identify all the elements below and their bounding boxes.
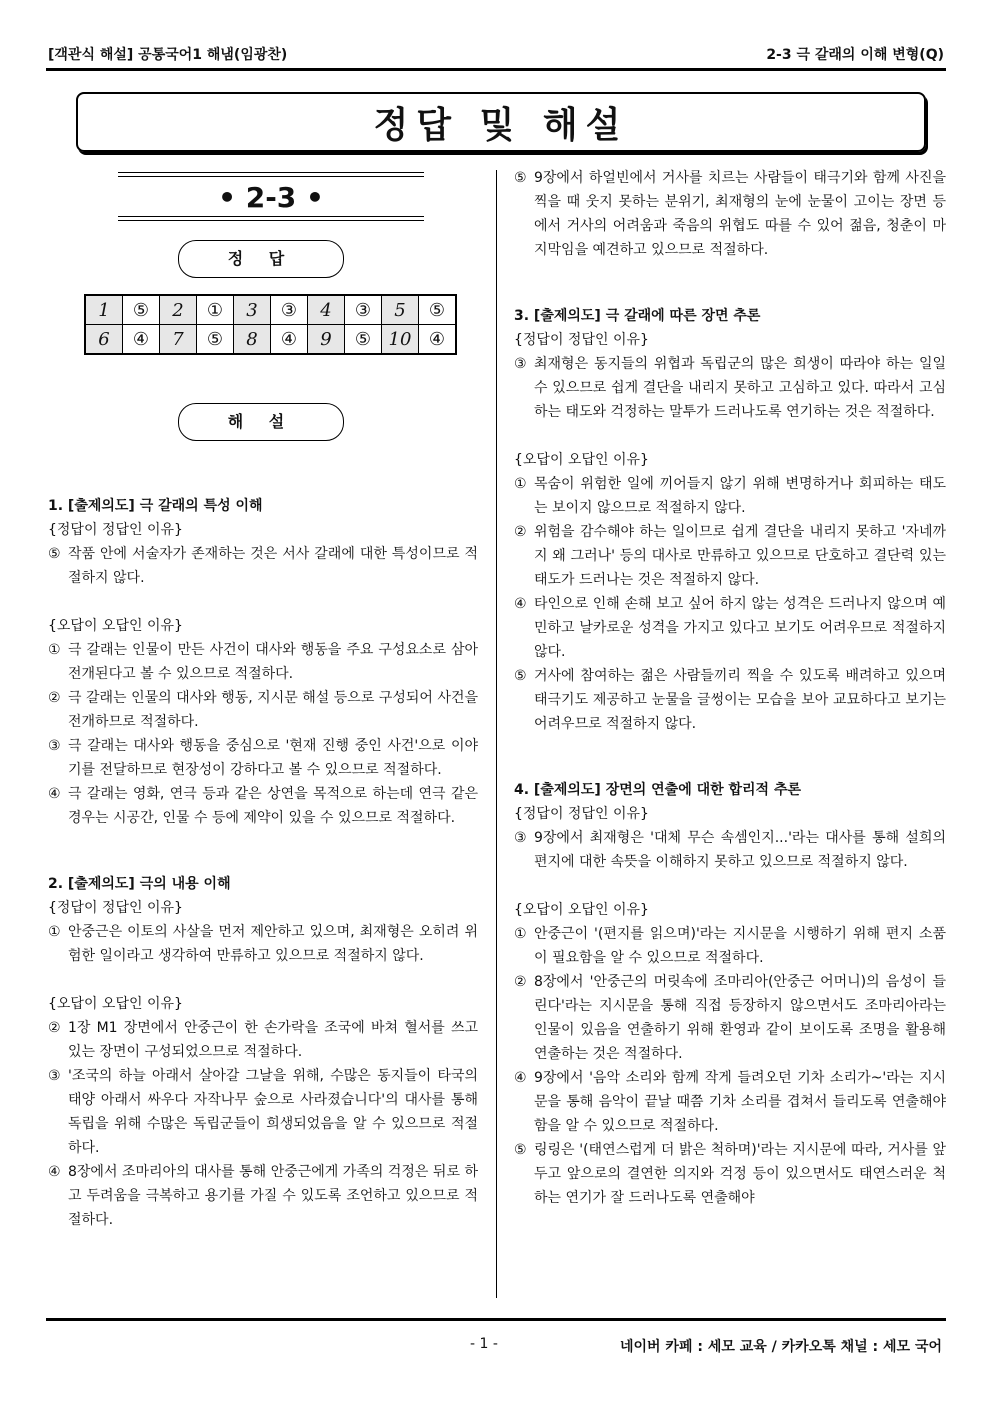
explain-pill: 해 설 xyxy=(178,403,344,441)
answer-value: ① xyxy=(197,295,234,325)
item-marker: ③ xyxy=(514,830,527,846)
explanation-item xyxy=(514,1066,946,1138)
explanation-item xyxy=(48,1160,478,1232)
explanation-item xyxy=(514,592,946,664)
q2-correct-label: {정답이 정답인 이유} xyxy=(48,900,183,916)
top-rule xyxy=(46,68,946,71)
question-number: 4 xyxy=(308,295,345,325)
item-marker: ③ xyxy=(48,738,61,754)
item-marker: ② xyxy=(514,524,527,540)
title-box xyxy=(76,92,926,152)
q1-wrong-label: {오답이 오답인 이유} xyxy=(48,618,183,634)
answer-value: ④ xyxy=(271,325,308,355)
answer-value: ⑤ xyxy=(123,295,160,325)
answer-table xyxy=(84,294,457,355)
answer-value: ④ xyxy=(123,325,160,355)
question-number: 6 xyxy=(85,325,123,355)
question-number: 3 xyxy=(234,295,271,325)
bottom-rule xyxy=(46,1318,946,1321)
item-text: '조국의 하늘 아래서 살아갈 그날을 위해, 수많은 동지들이 타국의 태양 아래서 싸우다 자작나무 숲으로 사라졌습니다'의 대사를 통해 독립을 위해 수많은 독립군들이 희생되었음을 알 수 있으므로 적절하다. xyxy=(68,1068,478,1156)
item-text: 위험을 감수해야 하는 일이므로 쉽게 결단을 내리지 못하고 '자네까지 왜 그러나' 등의 대사로 만류하고 있으므로 단호하고 결단력 있는 태도가 드러나는 것은 적절하지 않다. xyxy=(534,524,946,588)
page-title: 정답 및 해설 xyxy=(373,104,629,146)
explanation-item xyxy=(48,1016,478,1064)
explanation-item xyxy=(48,686,478,734)
item-marker: ⑤ xyxy=(514,170,527,186)
item-text: 목숨이 위험한 일에 끼어들지 않기 위해 변명하거나 회피하는 태도는 보이지 않으므로 적절하지 않다. xyxy=(534,476,946,516)
item-text: 타인으로 인해 손해 보고 싶어 하지 않는 성격은 드러나지 않으며 예민하고 날카로운 성격을 가지고 있다고 보기도 어려우므로 적절하지 않다. xyxy=(534,596,946,660)
item-text: 안중근이 '(편지를 읽으며)'라는 지시문을 시행하기 위해 편지 소품이 필요함을 알 수 있으므로 적절하다. xyxy=(534,926,946,966)
explanation-item xyxy=(48,638,478,686)
item-marker: ⑤ xyxy=(514,668,527,684)
section-line xyxy=(118,220,424,221)
page-number: - 1 - xyxy=(470,1336,498,1352)
explanation-item xyxy=(48,1064,478,1160)
q1-correct-label: {정답이 정답인 이유} xyxy=(48,522,183,538)
explanation-item xyxy=(514,166,946,262)
item-text: 극 갈래는 인물이 만든 사건이 대사와 행동을 주요 구성요소로 삼아 전개된다고 볼 수 있으므로 적절하다. xyxy=(68,642,478,682)
question-number: 10 xyxy=(382,325,419,355)
header-left: [객관식 해설] 공통국어1 해냄(임광찬) xyxy=(48,47,288,63)
answer-row xyxy=(85,325,456,355)
section-line xyxy=(118,216,424,217)
item-marker: ④ xyxy=(48,786,61,802)
item-marker: ④ xyxy=(514,1070,527,1086)
answer-value: ③ xyxy=(345,295,382,325)
section-label: • 2-3 • xyxy=(218,181,324,214)
item-text: 8장에서 '안중근의 머릿속에 조마리아(안중근 어머니)의 음성이 들린다'라는 지시문을 통해 직접 등장하지 않으면서도 조마리아라는 인물이 있음을 연출하기 위해 환영과 같이 보이도록 조명을 활용해 연출하는 것은 적절하다. xyxy=(534,974,946,1062)
question-number: 9 xyxy=(308,325,345,355)
item-marker: ③ xyxy=(48,1068,61,1084)
item-text: 9장에서 최재형은 '대체 무슨 속셈인지...'라는 대사를 통해 설희의 편지에 대한 속뜻을 이해하지 못하고 있으므로 적절하지 않다. xyxy=(534,830,946,870)
answer-value: ⑤ xyxy=(197,325,234,355)
item-marker: ⑤ xyxy=(514,1142,527,1158)
explanation-item xyxy=(48,542,478,590)
item-text: 링링은 '(태연스럽게 더 밝은 척하며)'라는 지시문에 따라, 거사를 앞두고 앞으로의 결연한 의지와 걱정 등이 있으면서도 태연스러운 척하는 연기가 잘 드러나도록 연출해야 xyxy=(534,1142,946,1206)
item-text: 거사에 참여하는 젊은 사람들끼리 찍을 수 있도록 배려하고 있으며 태극기도 제공하고 눈물을 글썽이는 모습을 보아 교묘하다고 보기는 어려우므로 적절하지 않다. xyxy=(534,668,946,732)
question-number: 7 xyxy=(160,325,197,355)
header-right: 2-3 극 갈래의 이해 변형(Q) xyxy=(766,47,944,63)
item-text: 9장에서 '음악 소리와 함께 작게 들려오던 기차 소리가~'라는 지시문을 통해 음악이 끝날 때쯤 기차 소리를 겹쳐서 들리도록 연출해야 함을 알 수 있으므로 적절하다. xyxy=(534,1070,946,1134)
q3-heading: 3. [출제의도] 극 갈래에 따른 장면 추론 xyxy=(514,308,761,324)
item-marker: ② xyxy=(514,974,527,990)
item-text: 9장에서 하얼빈에서 거사를 치르는 사람들이 태극기와 함께 사진을 찍을 때 웃지 못하는 분위기, 최재형의 눈에 눈물이 고이는 장면 등에서 거사의 어려움과 죽음의 위협도 따를 수 있어 젊음, 청춘이 마지막임을 예견하고 있으므로 적절하다. xyxy=(534,170,946,258)
answer-row xyxy=(85,295,456,325)
item-text: 1장 M1 장면에서 안중근이 한 손가락을 조국에 바쳐 혈서를 쓰고 있는 장면이 구성되었으므로 적절하다. xyxy=(68,1020,478,1060)
question-number: 2 xyxy=(160,295,197,325)
answer-value: ⑤ xyxy=(419,295,457,325)
item-text: 최재형은 동지들의 위협과 독립군의 많은 희생이 따라야 하는 일일 수 있으므로 쉽게 결단을 내리지 못하고 고심하고 있다. 따라서 고심하는 태도와 걱정하는 말투가 드러나도록 연기하는 것은 적절하다. xyxy=(534,356,946,420)
explanation-item xyxy=(514,472,946,520)
q3-wrong-label: {오답이 오답인 이유} xyxy=(514,452,649,468)
item-marker: ⑤ xyxy=(48,546,61,562)
item-text: 안중근은 이토의 사살을 먼저 제안하고 있으며, 최재형은 오히려 위험한 일이라고 생각하여 만류하고 있으므로 적절하지 않다. xyxy=(68,924,478,964)
q3-correct-label: {정답이 정답인 이유} xyxy=(514,332,649,348)
item-marker: ② xyxy=(48,690,61,706)
section-line xyxy=(118,176,424,177)
item-text: 극 갈래는 인물의 대사와 행동, 지시문 해설 등으로 구성되어 사건을 전개하므로 적절하다. xyxy=(68,690,478,730)
answer-value: ⑤ xyxy=(345,325,382,355)
item-marker: ② xyxy=(48,1020,61,1036)
item-marker: ① xyxy=(514,476,527,492)
section-label-block xyxy=(118,172,424,224)
q4-wrong-label: {오답이 오답인 이유} xyxy=(514,902,649,918)
answer-value: ④ xyxy=(419,325,457,355)
answer-pill: 정 답 xyxy=(178,240,344,278)
item-text: 극 갈래는 영화, 연극 등과 같은 상연을 목적으로 하는데 연극 같은 경우는 시공간, 인물 수 등에 제약이 있을 수 있으므로 적절하다. xyxy=(68,786,478,826)
explanation-item xyxy=(514,664,946,736)
item-marker: ③ xyxy=(514,356,527,372)
section-line xyxy=(118,172,424,173)
q4-heading: 4. [출제의도] 장면의 연출에 대한 합리적 추론 xyxy=(514,782,802,798)
question-number: 8 xyxy=(234,325,271,355)
q2-heading: 2. [출제의도] 극의 내용 이해 xyxy=(48,876,231,892)
explanation-item xyxy=(514,826,946,874)
item-text: 작품 안에 서술자가 존재하는 것은 서사 갈래에 대한 특성이므로 적절하지 않다. xyxy=(68,546,478,586)
column-divider xyxy=(496,170,497,1298)
footer-channel: 네이버 카페 : 세모 교육 / 카카오톡 채널 : 세모 국어 xyxy=(619,1339,942,1355)
explanation-item xyxy=(48,920,478,968)
item-marker: ④ xyxy=(48,1164,61,1180)
explanation-item xyxy=(514,1138,946,1210)
q2-wrong-label: {오답이 오답인 이유} xyxy=(48,996,183,1012)
item-marker: ① xyxy=(514,926,527,942)
explanation-item xyxy=(514,520,946,592)
item-marker: ④ xyxy=(514,596,527,612)
answer-value: ③ xyxy=(271,295,308,325)
item-marker: ① xyxy=(48,924,61,940)
item-marker: ① xyxy=(48,642,61,658)
question-number: 1 xyxy=(85,295,123,325)
explanation-item xyxy=(514,970,946,1066)
left-column xyxy=(48,494,478,1232)
item-text: 극 갈래는 대사와 행동을 중심으로 '현재 진행 중인 사건'으로 이야기를 전달하므로 현장성이 강하다고 볼 수 있으므로 적절하다. xyxy=(68,738,478,778)
explanation-item xyxy=(514,352,946,424)
explanation-item xyxy=(48,782,478,830)
explanation-item xyxy=(514,922,946,970)
item-text: 8장에서 조마리아의 대사를 통해 안중근에게 가족의 걱정은 뒤로 하고 두려움을 극복하고 용기를 가질 수 있도록 조언하고 있으므로 적절하다. xyxy=(68,1164,478,1228)
explanation-item xyxy=(48,734,478,782)
q1-heading: 1. [출제의도] 극 갈래의 특성 이해 xyxy=(48,498,263,514)
right-column xyxy=(514,166,946,1210)
q4-correct-label: {정답이 정답인 이유} xyxy=(514,806,649,822)
question-number: 5 xyxy=(382,295,419,325)
